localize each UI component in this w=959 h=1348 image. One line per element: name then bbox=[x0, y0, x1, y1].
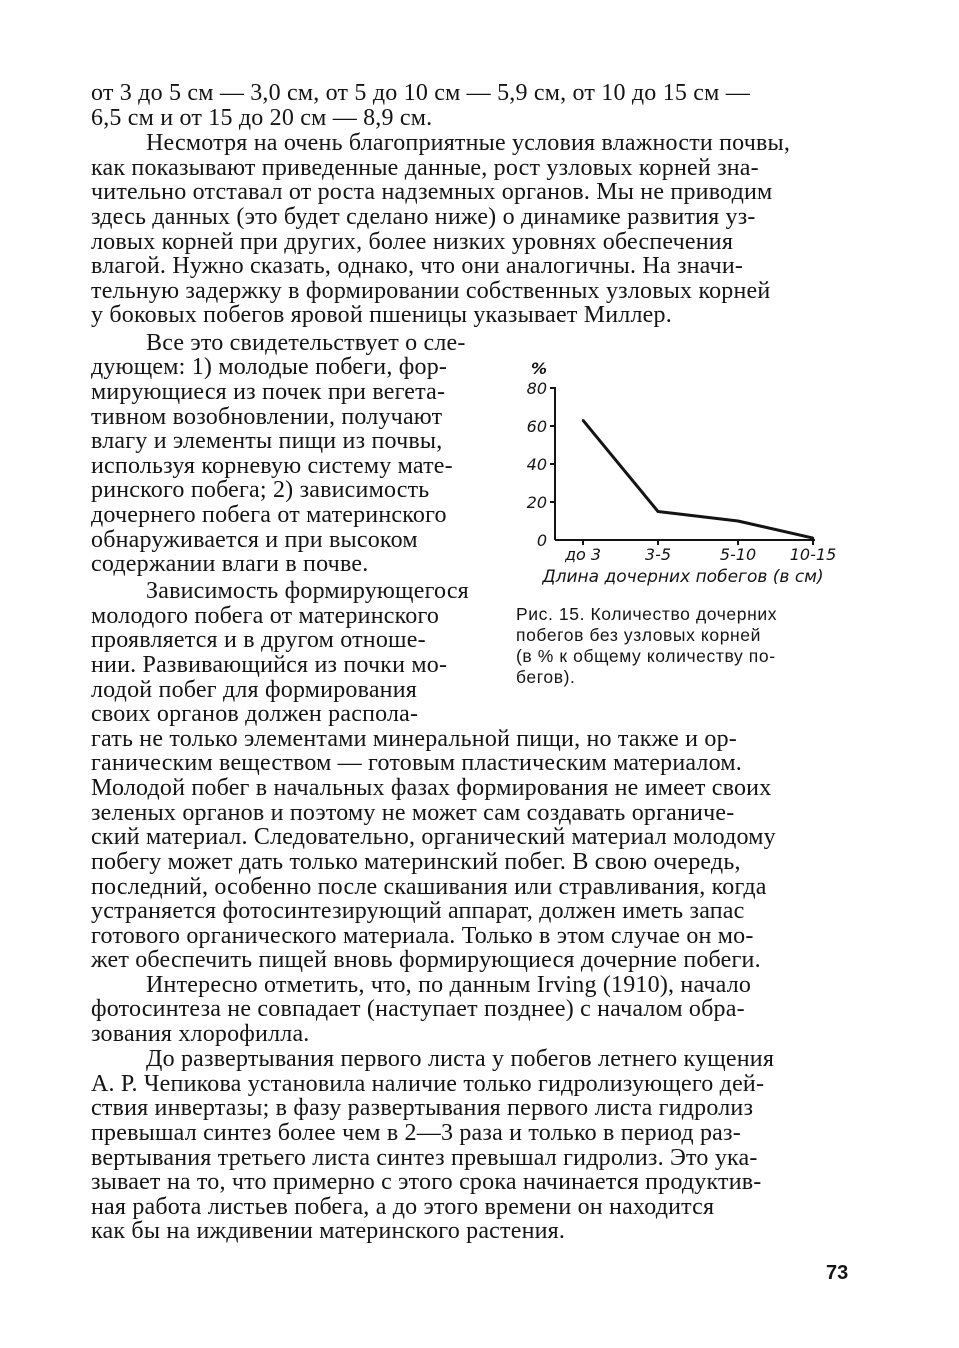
line-1: от 3 до 5 см — 3,0 см, от 5 до 10 см — 5,9 см, от 10 до 15 см — bbox=[91, 80, 750, 106]
caption-line-1: Рис. 15. Количество дочерних bbox=[516, 604, 778, 624]
caption-line-2: побегов без узловых корней bbox=[516, 625, 762, 645]
y-tick-label: 20 bbox=[526, 493, 547, 512]
line-14: тивном возобновлении, получают bbox=[91, 404, 443, 430]
line-16: используя корневую систему мате- bbox=[91, 453, 453, 479]
line-43: превышал синтез более чем в 2—3 раза и только в период раз- bbox=[91, 1120, 741, 1146]
line-6: здесь данных (это будет сделано ниже) о динамике развития уз- bbox=[91, 204, 756, 230]
line-44: вертывания третьего листа синтез превышал гидролиз. Это ука- bbox=[91, 1145, 758, 1171]
line-3: Несмотря на очень благоприятные условия влажности почвы, bbox=[146, 130, 791, 156]
line-45: зывает на то, что примерно с этого срока начинается продуктив- bbox=[91, 1169, 762, 1195]
y-tick-label: 0 bbox=[536, 531, 547, 550]
line-33: последний, особенно после скашивания или стравливания, когда bbox=[91, 874, 767, 900]
series-line bbox=[583, 420, 813, 538]
x-axis-title: Длина дочерних побегов (в см) bbox=[542, 567, 824, 587]
line-21: Зависимость формирующегося bbox=[146, 578, 469, 604]
line-41: А. Р. Чепикова установила наличие только гидролизующего дей- bbox=[91, 1071, 765, 1097]
line-25: лодой побег для формирования bbox=[91, 677, 418, 703]
chart-ticks bbox=[527, 379, 837, 564]
line-12: дующем: 1) молодые побеги, фор- bbox=[91, 354, 448, 380]
line-38: фотосинтеза не совпадает (наступает позднее) с началом обра- bbox=[91, 996, 745, 1022]
data-point bbox=[737, 520, 739, 522]
line-24: нии. Развивающийся из почки мо- bbox=[91, 652, 448, 678]
line-5: чительно отставал от роста надземных органов. Мы не приводим bbox=[91, 179, 773, 205]
line-23: проявляется и в другом отноше- bbox=[91, 627, 426, 653]
line-39: зования хлорофилла. bbox=[91, 1021, 310, 1047]
x-tick-label: 3-5 bbox=[644, 545, 672, 564]
line-17: ринского побега; 2) зависимость bbox=[91, 477, 430, 503]
line-29: Молодой побег в начальных фазах формирования не имеет своих bbox=[91, 775, 772, 801]
line-10: у боковых побегов яровой пшеницы указывает Миллер. bbox=[91, 302, 672, 328]
x-tick-label: 5-10 bbox=[719, 545, 757, 564]
chart-svg bbox=[517, 352, 847, 602]
line-18: дочернего побега от материнского bbox=[91, 502, 447, 528]
line-4: как показывают приведенные данные, рост узловых корней зна- bbox=[91, 155, 759, 181]
line-7: ловых корней при других, более низких уровнях обеспечения bbox=[91, 229, 734, 255]
x-tick-label: 10-15 bbox=[789, 545, 837, 564]
x-tick-label: до 3 bbox=[564, 545, 602, 564]
line-35: готового органического материала. Только в этом случае он мо- bbox=[91, 923, 754, 949]
line-37: Интересно отметить, что, по данным Irving (1910), начало bbox=[146, 972, 752, 998]
line-46: ная работа листьев побега, а до этого времени он находится bbox=[91, 1194, 715, 1220]
line-36: жет обеспечить пищей вновь формирующиеся дочерние побеги. bbox=[91, 947, 761, 973]
y-tick-label: 80 bbox=[526, 379, 547, 398]
line-15: влагу и элементы пищи из почвы, bbox=[91, 428, 443, 454]
y-unit-label: % bbox=[531, 359, 548, 378]
data-point bbox=[657, 510, 659, 512]
caption-line-4: бегов). bbox=[516, 667, 576, 687]
y-tick-label: 60 bbox=[526, 417, 547, 436]
line-40: До развертывания первого листа у побегов летнего кущения bbox=[146, 1046, 775, 1072]
line-8: влагой. Нужно сказать, однако, что они аналогичны. На значи- bbox=[91, 253, 744, 279]
line-28: ганическим веществом — готовым пластическим материалом. bbox=[91, 750, 742, 776]
line-32: побегу может дать только материнский побег. В свою очередь, bbox=[91, 849, 741, 875]
line-26: своих органов должен распола- bbox=[91, 701, 419, 727]
chart-axes bbox=[555, 388, 815, 540]
line-42: ствия инвертазы; в фазу развертывания первого листа гидролиз bbox=[91, 1095, 754, 1121]
line-19: обнаруживается и при высоком bbox=[91, 527, 418, 553]
data-point bbox=[812, 537, 814, 539]
y-tick-label: 40 bbox=[526, 455, 547, 474]
data-point bbox=[582, 419, 584, 421]
line-9: тельную задержку в формировании собственных узловых корней bbox=[91, 278, 771, 304]
page-number: 73 bbox=[826, 1262, 849, 1284]
line-22: молодого побега от материнского bbox=[91, 603, 440, 629]
line-47: как бы на иждивении материнского растения. bbox=[91, 1218, 566, 1244]
line-2: 6,5 см и от 15 до 20 см — 8,9 см. bbox=[91, 105, 433, 131]
line-30: зеленых органов и поэтому не может сам создавать органиче- bbox=[91, 800, 735, 826]
caption-line-3: (в % к общему количеству по- bbox=[516, 646, 776, 666]
line-27: гать не только элементами минеральной пищи, но также и ор- bbox=[91, 726, 737, 752]
line-11: Все это свидетельствует о сле- bbox=[146, 330, 466, 356]
line-20: содержании влаги в почве. bbox=[91, 551, 369, 577]
line-13: мирующиеся из почек при вегета- bbox=[91, 379, 446, 405]
line-34: устраняется фотосинтезирующий аппарат, должен иметь запас bbox=[91, 898, 745, 924]
figure-15-chart bbox=[517, 352, 847, 602]
chart-series bbox=[582, 419, 814, 539]
line-31: ский материал. Следовательно, органический материал молодому bbox=[91, 824, 776, 850]
